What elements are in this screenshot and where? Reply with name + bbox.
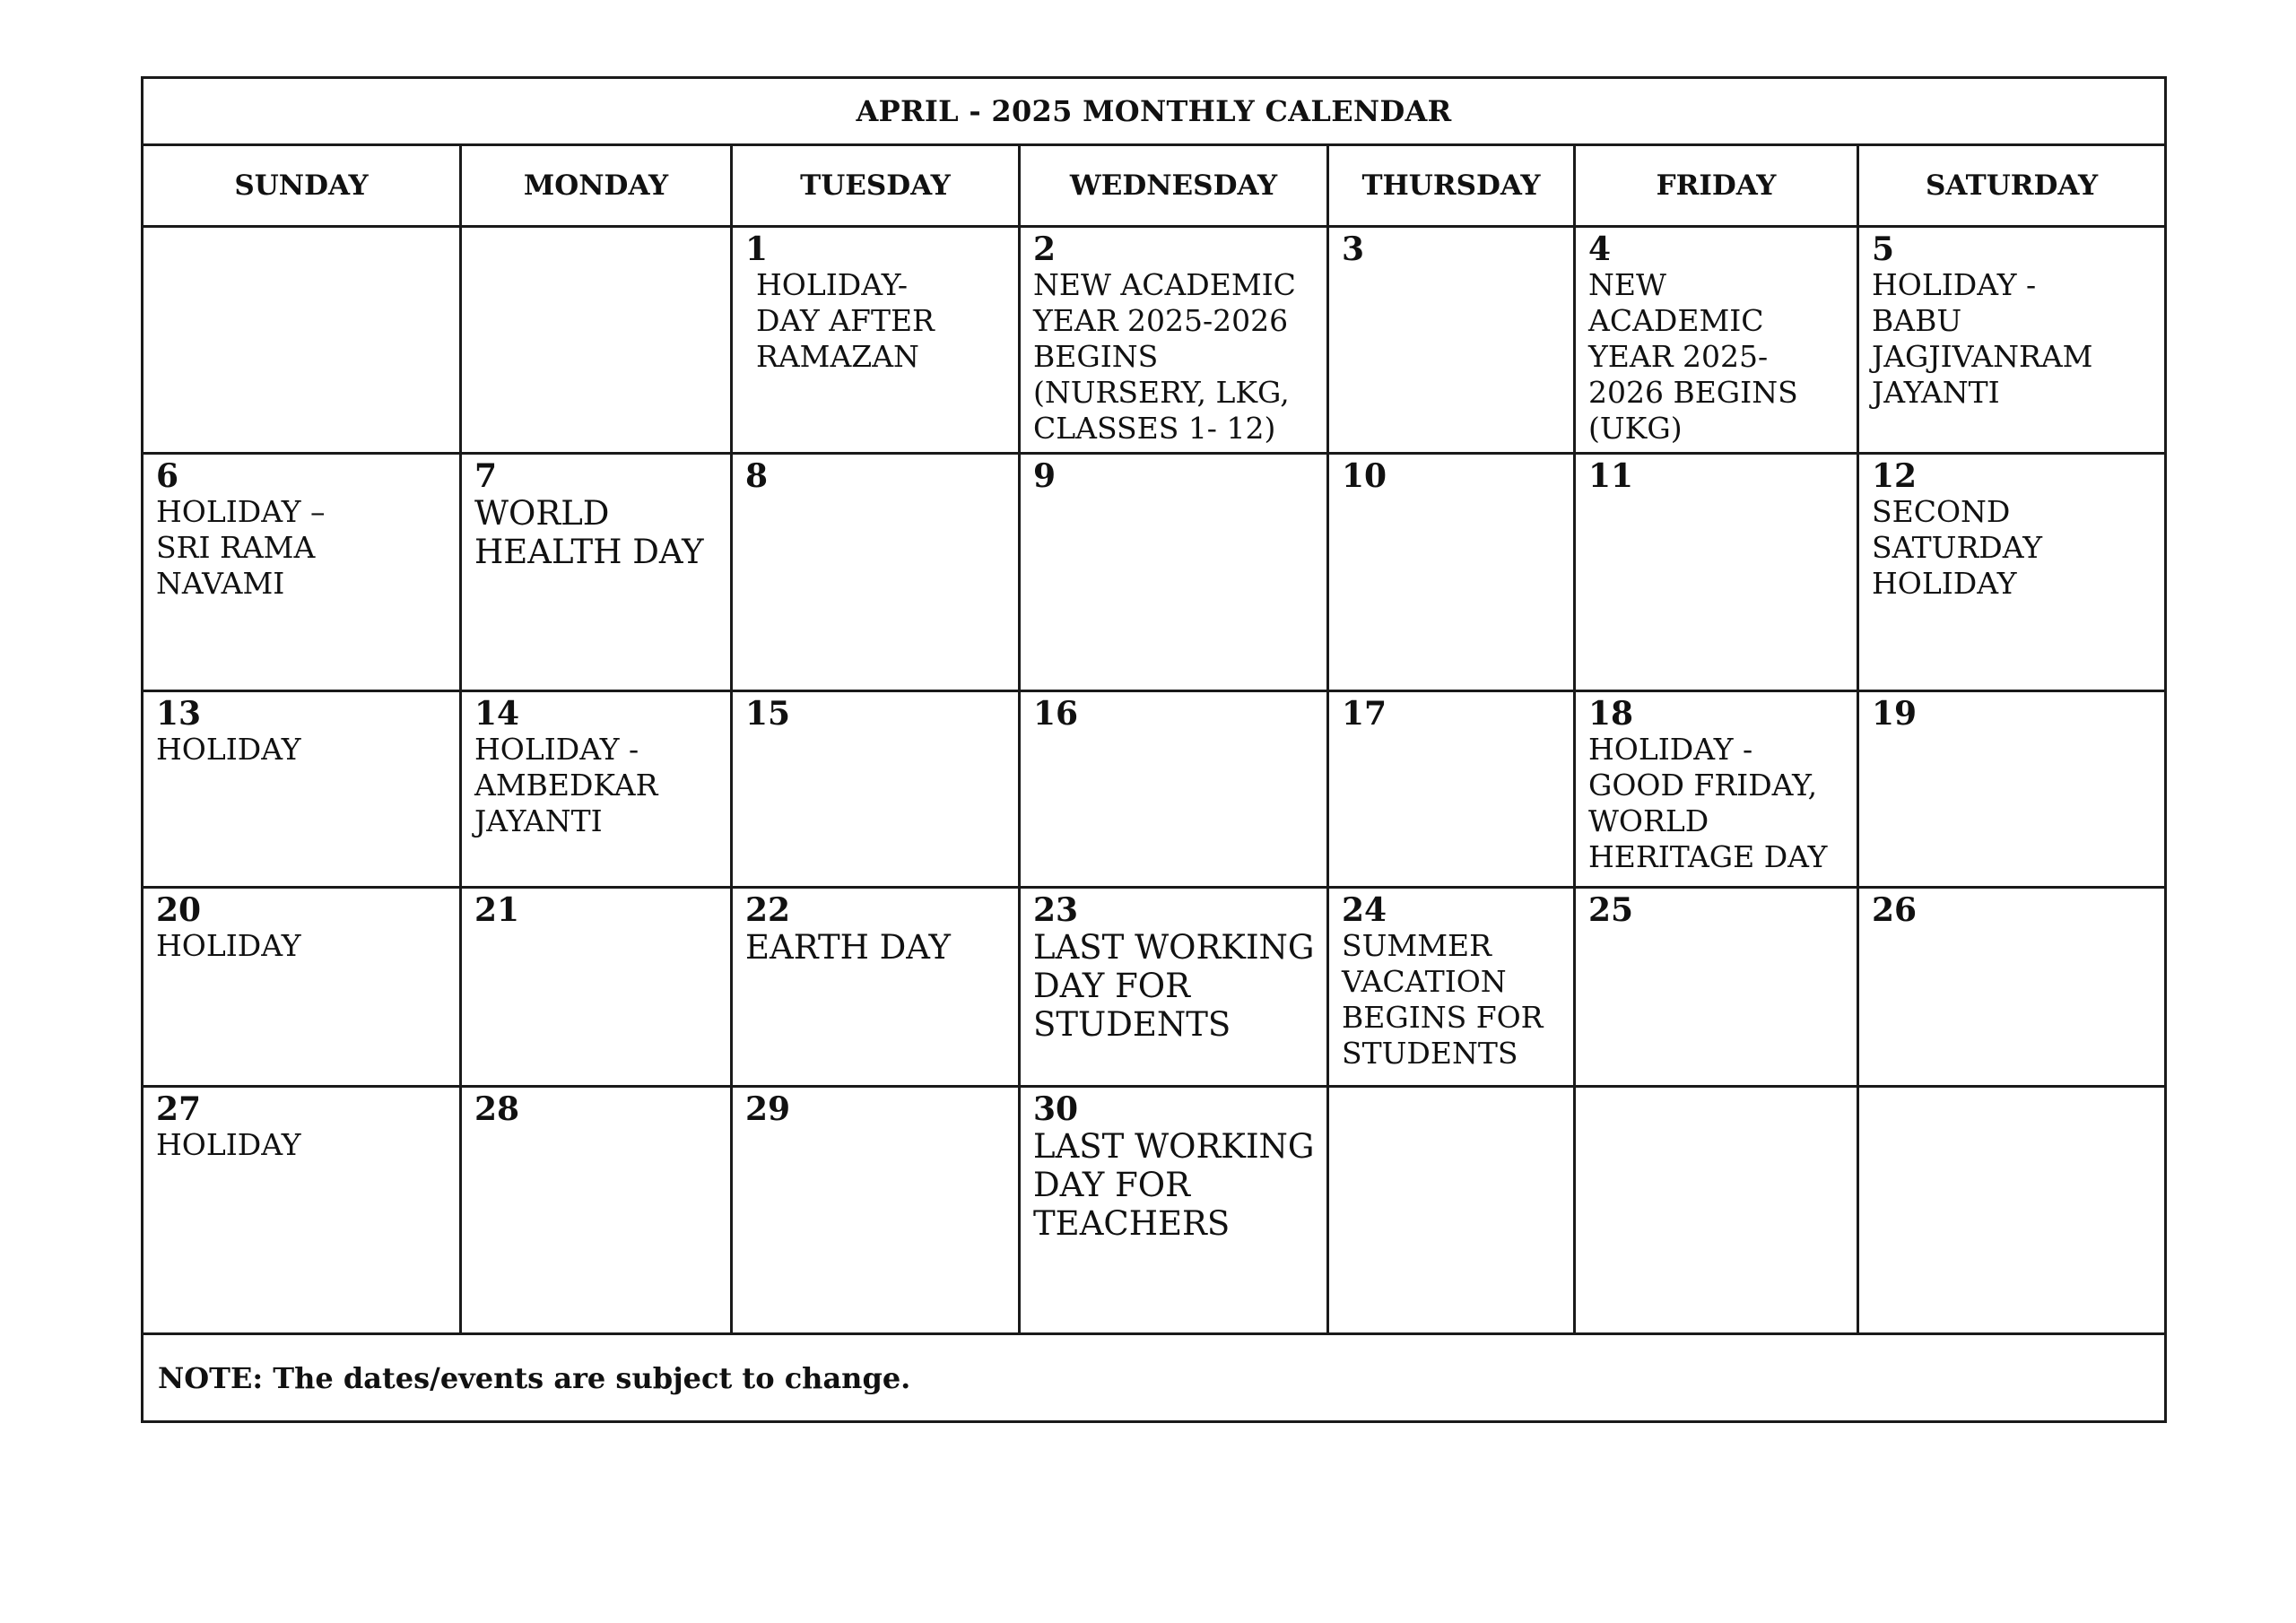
day-cell-14 [461, 691, 732, 888]
day-number: 13 [156, 695, 202, 733]
day-event: HOLIDAY [156, 928, 301, 963]
day-cell-27 [143, 1087, 461, 1334]
weekday-thursday: THURSDAY [1328, 145, 1575, 227]
weekday-friday: FRIDAY [1575, 145, 1858, 227]
day-cell-30 [1020, 1087, 1328, 1334]
day-number: 23 [1033, 891, 1079, 929]
day-number: 5 [1872, 230, 1895, 268]
day-number: 18 [1588, 695, 1634, 733]
day-event: WORLD HEALTH DAY [474, 494, 704, 571]
weekday-sunday: SUNDAY [143, 145, 461, 227]
day-event: SUMMER VACATION BEGINS FOR STUDENTS [1342, 928, 1544, 1071]
day-cell-21 [461, 888, 732, 1087]
day-cell-10 [1328, 454, 1575, 691]
day-cell-12 [1858, 454, 2166, 691]
calendar-title: APRIL - 2025 MONTHLY CALENDAR [143, 78, 2166, 145]
day-cell-6 [143, 454, 461, 691]
day-number: 27 [156, 1090, 202, 1128]
week-row [143, 888, 2166, 1087]
day-event: NEW ACADEMIC YEAR 2025- 2026 BEGINS (UKG) [1588, 267, 1798, 446]
weekday-saturday: SATURDAY [1858, 145, 2166, 227]
weekday-header-row [143, 145, 2166, 227]
day-number: 25 [1588, 891, 1634, 929]
week-row [143, 454, 2166, 691]
day-event: SECOND SATURDAY HOLIDAY [1872, 494, 2043, 601]
day-cell-8 [732, 454, 1020, 691]
week-row [143, 1087, 2166, 1334]
day-cell-19 [1858, 691, 2166, 888]
day-number: 6 [156, 457, 179, 495]
day-number: 11 [1588, 457, 1634, 495]
day-number: 4 [1588, 230, 1612, 268]
day-cell-empty [1858, 1087, 2166, 1334]
day-number: 2 [1033, 230, 1057, 268]
day-cell-29 [732, 1087, 1020, 1334]
day-cell-17 [1328, 691, 1575, 888]
day-number: 1 [745, 230, 769, 268]
day-number: 12 [1872, 457, 1918, 495]
day-number: 7 [474, 457, 498, 495]
day-cell-7 [461, 454, 732, 691]
day-number: 8 [745, 457, 769, 495]
day-number: 15 [745, 695, 791, 733]
day-cell-25 [1575, 888, 1858, 1087]
day-event: HOLIDAY - BABU JAGJIVANRAM JAYANTI [1872, 267, 2093, 410]
day-number: 3 [1342, 230, 1365, 268]
day-cell-18 [1575, 691, 1858, 888]
day-cell-4 [1575, 227, 1858, 454]
day-number: 21 [474, 891, 520, 929]
day-number: 24 [1342, 891, 1387, 929]
day-cell-16 [1020, 691, 1328, 888]
week-row [143, 691, 2166, 888]
day-number: 28 [474, 1090, 520, 1128]
day-event: HOLIDAY- DAY AFTER RAMAZAN [756, 267, 935, 374]
day-cell-23 [1020, 888, 1328, 1087]
day-number: 30 [1033, 1090, 1079, 1128]
day-cell-9 [1020, 454, 1328, 691]
day-cell-24 [1328, 888, 1575, 1087]
day-cell-3 [1328, 227, 1575, 454]
day-cell-2 [1020, 227, 1328, 454]
day-cell-22 [732, 888, 1020, 1087]
day-cell-11 [1575, 454, 1858, 691]
day-event: EARTH DAY [745, 928, 951, 967]
day-cell-empty [1328, 1087, 1575, 1334]
calendar-note: NOTE: The dates/events are subject to change. [143, 1334, 2166, 1422]
day-cell-28 [461, 1087, 732, 1334]
day-event: HOLIDAY [156, 1127, 301, 1162]
day-number: 26 [1872, 891, 1918, 929]
day-number: 22 [745, 891, 791, 929]
day-event: HOLIDAY – SRI RAMA NAVAMI [156, 494, 326, 601]
weekday-wednesday: WEDNESDAY [1020, 145, 1328, 227]
day-number: 29 [745, 1090, 791, 1128]
day-number: 10 [1342, 457, 1387, 495]
day-number: 20 [156, 891, 202, 929]
day-cell-26 [1858, 888, 2166, 1087]
day-event: LAST WORKING DAY FOR TEACHERS [1033, 1127, 1315, 1243]
day-cell-13 [143, 691, 461, 888]
day-number: 19 [1872, 695, 1918, 733]
day-number: 9 [1033, 457, 1057, 495]
weekday-tuesday: TUESDAY [732, 145, 1020, 227]
day-cell-empty [143, 227, 461, 454]
day-event: HOLIDAY - AMBEDKAR JAYANTI [474, 732, 658, 838]
day-cell-20 [143, 888, 461, 1087]
weekday-monday: MONDAY [461, 145, 732, 227]
week-row [143, 227, 2166, 454]
day-number: 14 [474, 695, 520, 733]
day-event: HOLIDAY - GOOD FRIDAY, WORLD HERITAGE DAY [1588, 732, 1828, 874]
calendar-table [141, 76, 2167, 1423]
day-event: LAST WORKING DAY FOR STUDENTS [1033, 928, 1315, 1044]
day-cell-empty [1575, 1087, 1858, 1334]
day-event: HOLIDAY [156, 732, 301, 767]
day-number: 17 [1342, 695, 1387, 733]
day-event: NEW ACADEMIC YEAR 2025-2026 BEGINS (NURSERY, LKG, CLASSES 1- 12) [1033, 267, 1296, 446]
day-cell-5 [1858, 227, 2166, 454]
day-cell-15 [732, 691, 1020, 888]
day-number: 16 [1033, 695, 1079, 733]
day-cell-empty [461, 227, 732, 454]
day-cell-1 [732, 227, 1020, 454]
